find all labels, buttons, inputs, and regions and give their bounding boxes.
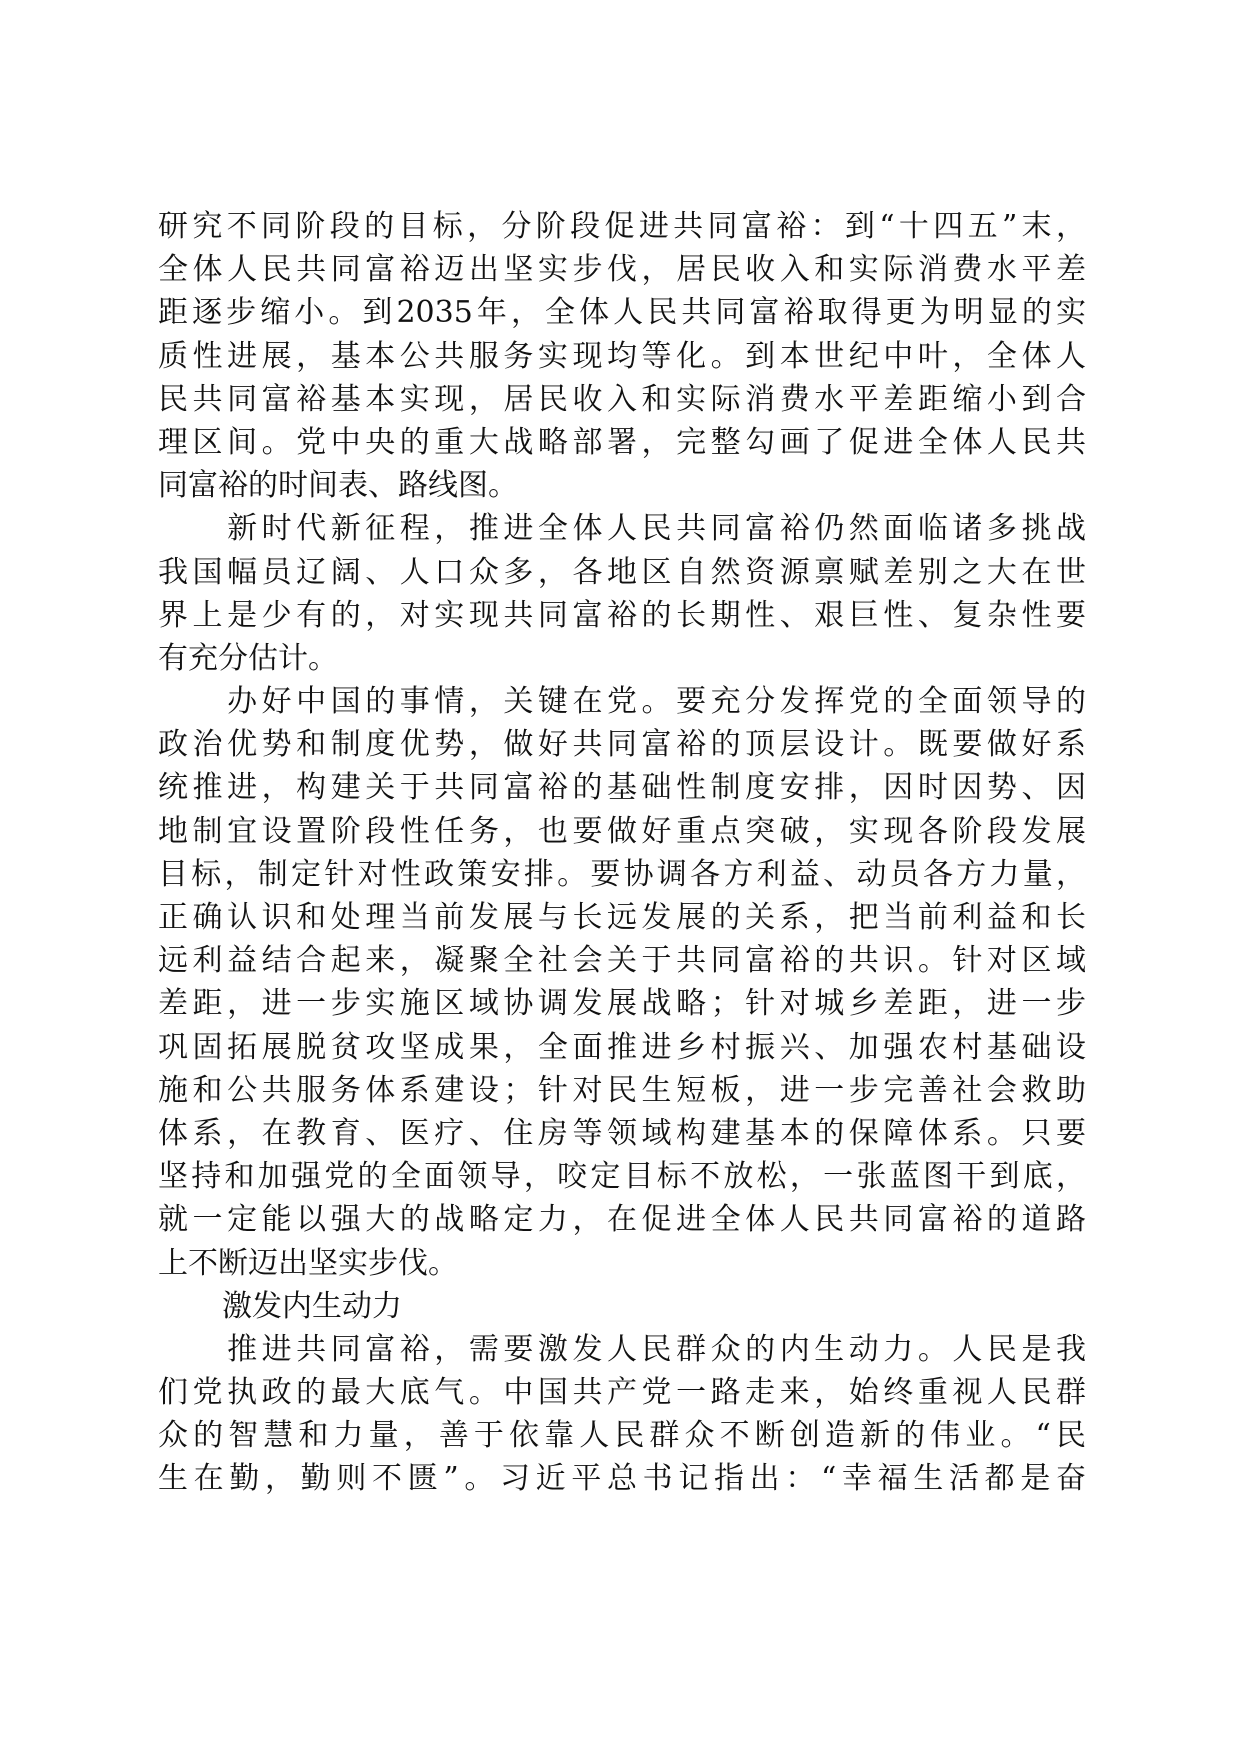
text-line-14: 统推进，构建关于共同富裕的基础性制度安排，因时因势、因 bbox=[158, 770, 1086, 806]
text-line-3: 距逐步缩小。到2035年，全体人民共同富裕取得更为明显的实 bbox=[158, 295, 1086, 331]
text-line-4: 质性进展，基本公共服务实现均等化。到本世纪中叶，全体人 bbox=[158, 338, 1086, 374]
section-heading: 激发内生动力 bbox=[222, 1288, 402, 1324]
text-line-20: 巩固拓展脱贫攻坚成果，全面推进乡村振兴、加强农村基础设 bbox=[158, 1029, 1086, 1065]
document-page bbox=[158, 205, 1086, 1501]
section-line-2: 们党执政的最大底气。中国共产党一路走来，始终重视人民群 bbox=[158, 1375, 1086, 1411]
section-body-text bbox=[158, 1328, 1086, 1501]
text-line-8: 新时代新征程，推进全体人民共同富裕仍然面临诸多挑战 bbox=[158, 511, 1086, 547]
text-line-15: 地制宜设置阶段性任务，也要做好重点突破，实现各阶段发展 bbox=[158, 813, 1086, 849]
text-line-17: 正确认识和处理当前发展与长远发展的关系，把当前利益和长 bbox=[158, 900, 1086, 935]
text-line-1: 研究不同阶段的目标，分阶段促进共同富裕：到“十四五”末， bbox=[158, 209, 1086, 244]
text-line-21: 施和公共服务体系建设；针对民生短板，进一步完善社会救助 bbox=[158, 1072, 1086, 1108]
text-line-10: 界上是少有的，对实现共同富裕的长期性、艰巨性、复杂性要 bbox=[158, 597, 1086, 633]
text-line-18: 远利益结合起来，凝聚全社会关于共同富裕的共识。针对区域 bbox=[158, 943, 1086, 979]
text-line-25: 上不断迈出坚实步伐。 bbox=[158, 1245, 458, 1281]
text-line-13: 政治优势和制度优势，做好共同富裕的顶层设计。既要做好系 bbox=[158, 727, 1086, 763]
section-line-3: 众的智慧和力量，善于依靠人民群众不断创造新的伟业。“民 bbox=[158, 1418, 1086, 1454]
section-line-4: 生在勤，勤则不匮”。习近平总书记指出：“幸福生活都是奋 bbox=[158, 1461, 1086, 1497]
text-line-16: 目标，制定针对性政策安排。要协调各方利益、动员各方力量， bbox=[158, 856, 1086, 892]
text-line-6: 理区间。党中央的重大战略部署，完整勾画了促进全体人民共 bbox=[158, 424, 1086, 460]
text-line-22: 体系，在教育、医疗、住房等领域构建基本的保障体系。只要 bbox=[158, 1115, 1086, 1151]
text-line-12: 办好中国的事情，关键在党。要充分发挥党的全面领导的 bbox=[158, 684, 1086, 720]
text-line-19: 差距，进一步实施区域协调发展战略；针对城乡差距，进一步 bbox=[158, 986, 1086, 1022]
text-line-2: 全体人民共同富裕迈出坚实步伐，居民收入和实际消费水平差 bbox=[158, 252, 1086, 288]
section-line-1: 推进共同富裕，需要激发人民群众的内生动力。人民是我 bbox=[158, 1331, 1086, 1367]
text-line-23: 坚持和加强党的全面领导，咬定目标不放松，一张蓝图干到底， bbox=[158, 1159, 1086, 1195]
text-line-5: 民共同富裕基本实现，居民收入和实际消费水平差距缩小到合 bbox=[158, 381, 1086, 417]
body-text bbox=[158, 205, 1086, 1285]
text-line-9: 我国幅员辽阔、人口众多，各地区自然资源禀赋差别之大在世 bbox=[158, 554, 1086, 590]
text-line-7: 同富裕的时间表、路线图。 bbox=[158, 468, 518, 504]
text-line-24: 就一定能以强大的战略定力，在促进全体人民共同富裕的道路 bbox=[158, 1202, 1086, 1238]
text-line-11: 有充分估计。 bbox=[158, 640, 338, 676]
